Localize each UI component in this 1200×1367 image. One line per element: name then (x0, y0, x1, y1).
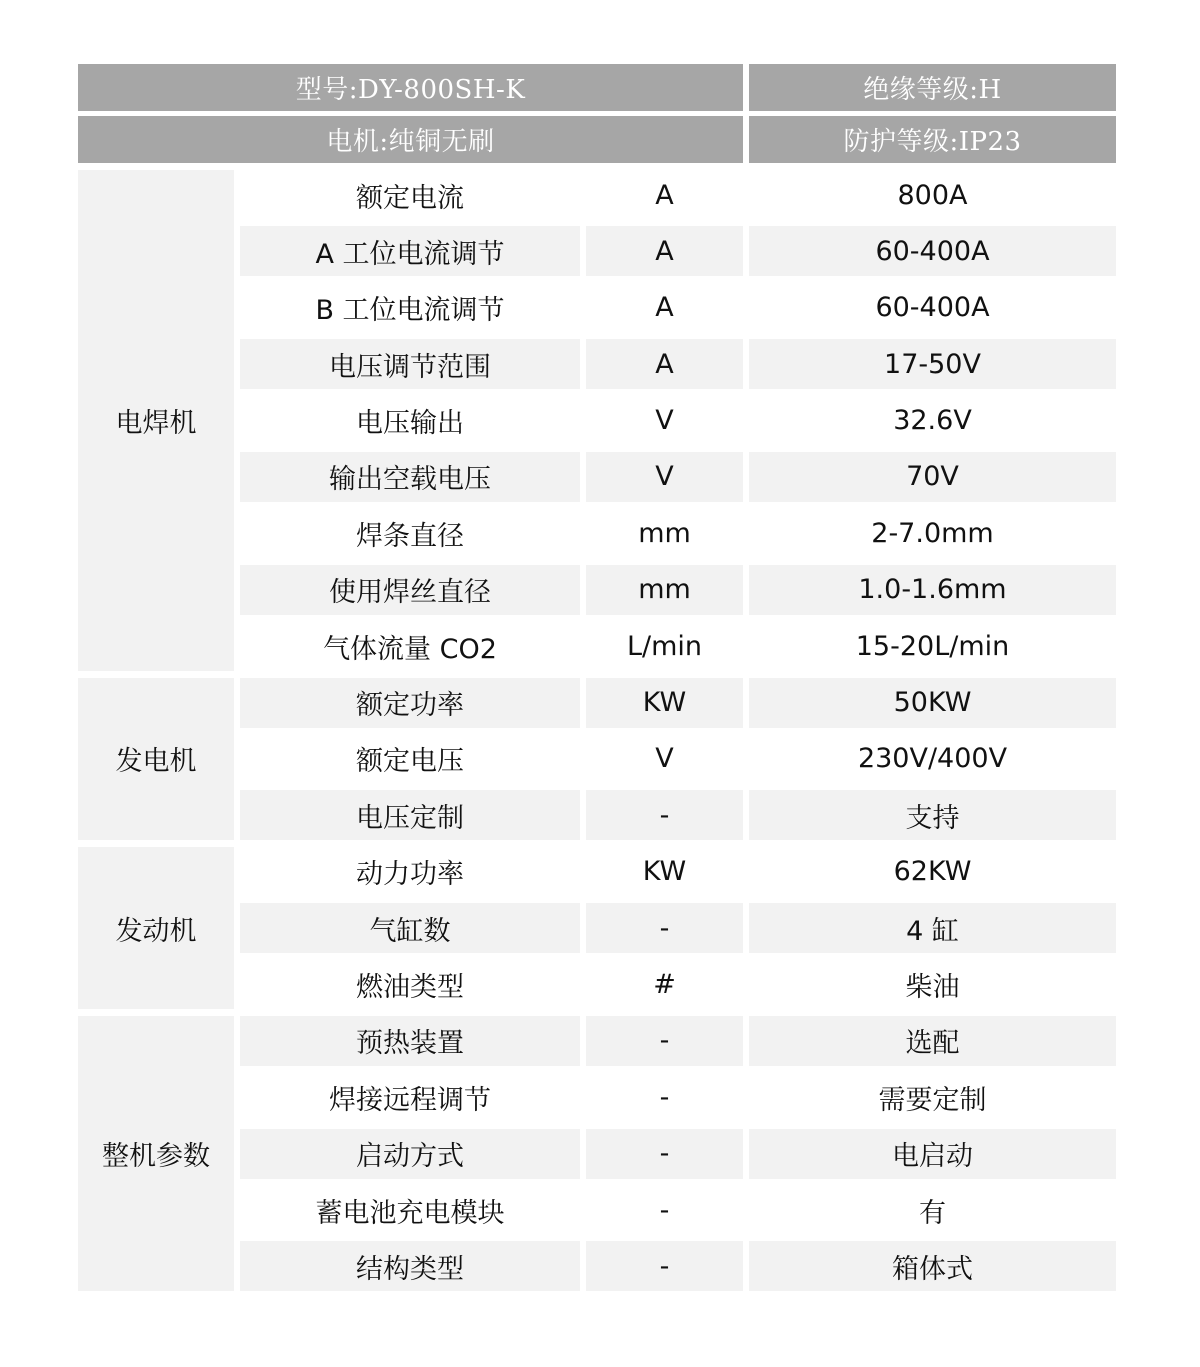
value-cell: 60-400A (749, 226, 1116, 276)
unit-cell: KW (586, 678, 743, 728)
param-cell: 焊条直径 (240, 508, 580, 558)
unit-cell: A (586, 226, 743, 276)
param-cell: B 工位电流调节 (240, 283, 580, 333)
value-cell: 17-50V (749, 339, 1116, 389)
unit-cell: - (586, 1016, 743, 1066)
param-cell: 输出空载电压 (240, 452, 580, 502)
param-cell: 结构类型 (240, 1241, 580, 1291)
param-cell: 预热装置 (240, 1016, 580, 1066)
section-label: 整机参数 (78, 1016, 234, 1292)
param-cell: 电压调节范围 (240, 339, 580, 389)
unit-cell: A (586, 283, 743, 333)
unit-cell: - (586, 903, 743, 953)
unit-cell: A (586, 170, 743, 220)
param-cell: 蓄电池充电模块 (240, 1185, 580, 1235)
value-cell: 支持 (749, 790, 1116, 840)
value-cell: 60-400A (749, 283, 1116, 333)
value-cell: 70V (749, 452, 1116, 502)
value-cell: 2-7.0mm (749, 508, 1116, 558)
param-cell: 电压定制 (240, 790, 580, 840)
motor-header: 电机:纯铜无刷 (78, 116, 743, 163)
spec-table (78, 170, 1116, 1291)
unit-cell: - (586, 790, 743, 840)
param-cell: A 工位电流调节 (240, 226, 580, 276)
value-cell: 箱体式 (749, 1241, 1116, 1291)
unit-cell: V (586, 734, 743, 784)
value-cell: 15-20L/min (749, 621, 1116, 671)
value-cell: 32.6V (749, 396, 1116, 446)
value-cell: 有 (749, 1185, 1116, 1235)
value-cell: 选配 (749, 1016, 1116, 1066)
unit-cell: - (586, 1072, 743, 1122)
param-cell: 焊接远程调节 (240, 1072, 580, 1122)
section-label: 发电机 (78, 678, 234, 841)
value-cell: 需要定制 (749, 1072, 1116, 1122)
param-cell: 气缸数 (240, 903, 580, 953)
unit-cell: L/min (586, 621, 743, 671)
value-cell: 230V/400V (749, 734, 1116, 784)
unit-cell: mm (586, 565, 743, 615)
value-cell: 800A (749, 170, 1116, 220)
section-label: 电焊机 (78, 170, 234, 671)
param-cell: 电压输出 (240, 396, 580, 446)
section-label: 发动机 (78, 847, 234, 1010)
unit-cell: - (586, 1241, 743, 1291)
param-cell: 额定电流 (240, 170, 580, 220)
param-cell: 动力功率 (240, 847, 580, 897)
unit-cell: KW (586, 847, 743, 897)
param-cell: 使用焊丝直径 (240, 565, 580, 615)
unit-cell: mm (586, 508, 743, 558)
param-cell: 气体流量 CO2 (240, 621, 580, 671)
unit-cell: A (586, 339, 743, 389)
unit-cell: - (586, 1129, 743, 1179)
value-cell: 电启动 (749, 1129, 1116, 1179)
insulation-header: 绝缘等级:H (749, 64, 1116, 111)
param-cell: 燃油类型 (240, 959, 580, 1009)
value-cell: 62KW (749, 847, 1116, 897)
param-cell: 启动方式 (240, 1129, 580, 1179)
protection-header: 防护等级:IP23 (749, 116, 1116, 163)
model-header: 型号:DY-800SH-K (78, 64, 743, 111)
unit-cell: V (586, 396, 743, 446)
unit-cell: V (586, 452, 743, 502)
value-cell: 柴油 (749, 959, 1116, 1009)
unit-cell: # (586, 959, 743, 1009)
value-cell: 4 缸 (749, 903, 1116, 953)
unit-cell: - (586, 1185, 743, 1235)
param-cell: 额定电压 (240, 734, 580, 784)
value-cell: 50KW (749, 678, 1116, 728)
param-cell: 额定功率 (240, 678, 580, 728)
value-cell: 1.0-1.6mm (749, 565, 1116, 615)
